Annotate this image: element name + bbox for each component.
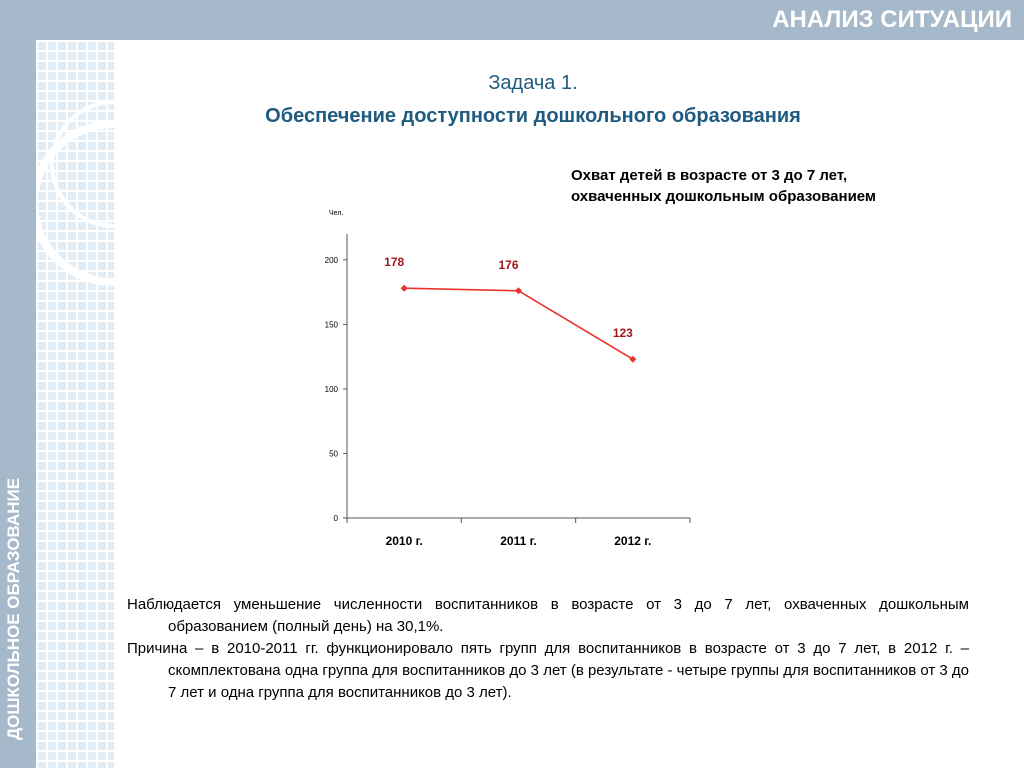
data-point-marker	[629, 356, 636, 363]
chart-heading-line-1: Охват детей в возрасте от 3 до 7 лет,	[571, 167, 848, 184]
y-tick-label: 50	[329, 449, 338, 459]
side-vertical-label: ДОШКОЛЬНОЕ ОБРАЗОВАНИЕ	[4, 477, 23, 740]
header-bar	[0, 0, 1024, 40]
y-tick-label: 150	[324, 320, 338, 330]
paragraph-observation: Наблюдается уменьшение численности воспитанников в возрасте от 3 до 7 лет, охваченных дошкольным образованием (полный день) на 30,1%.	[127, 596, 969, 635]
task-subtitle: Обеспечение доступности дошкольного образования	[265, 105, 801, 127]
chart-axes	[325, 234, 690, 548]
body-text	[127, 594, 969, 704]
header-title: АНАЛИЗ СИТУАЦИИ	[772, 6, 1012, 33]
data-point-marker	[401, 285, 408, 292]
x-tick-label: 2010 г.	[385, 534, 423, 548]
task-title: Задача 1.	[488, 72, 578, 94]
data-label: 178	[384, 255, 405, 270]
data-label: 176	[498, 257, 519, 272]
x-tick-label: 2012 г.	[614, 534, 652, 548]
y-tick-label: 200	[324, 255, 338, 265]
y-tick-label: 0	[333, 514, 338, 523]
chart-heading-line-2: охваченных дошкольным образованием	[571, 188, 877, 205]
x-tick-label: 2011 г.	[500, 534, 537, 548]
line-chart	[300, 200, 720, 560]
series-line	[404, 288, 633, 359]
data-label: 123	[612, 326, 633, 341]
decorative-pattern-panel	[36, 40, 114, 768]
y-axis-label: Чел.	[329, 210, 344, 217]
paragraph-reason: Причина – в 2010-2011 гг. функционировало пять групп для воспитанников в возрасте от 3 до 7 лет, в 2012 г. – скомплектована одна группа для воспитанников до 3 лет (в результате - четыре группы для воспитанников от 3 до 7 лет и одна группа для воспитанников до 3 лет).	[127, 640, 969, 701]
chart-marks	[384, 255, 636, 363]
data-point-marker	[515, 287, 522, 294]
y-tick-label: 100	[324, 384, 338, 394]
